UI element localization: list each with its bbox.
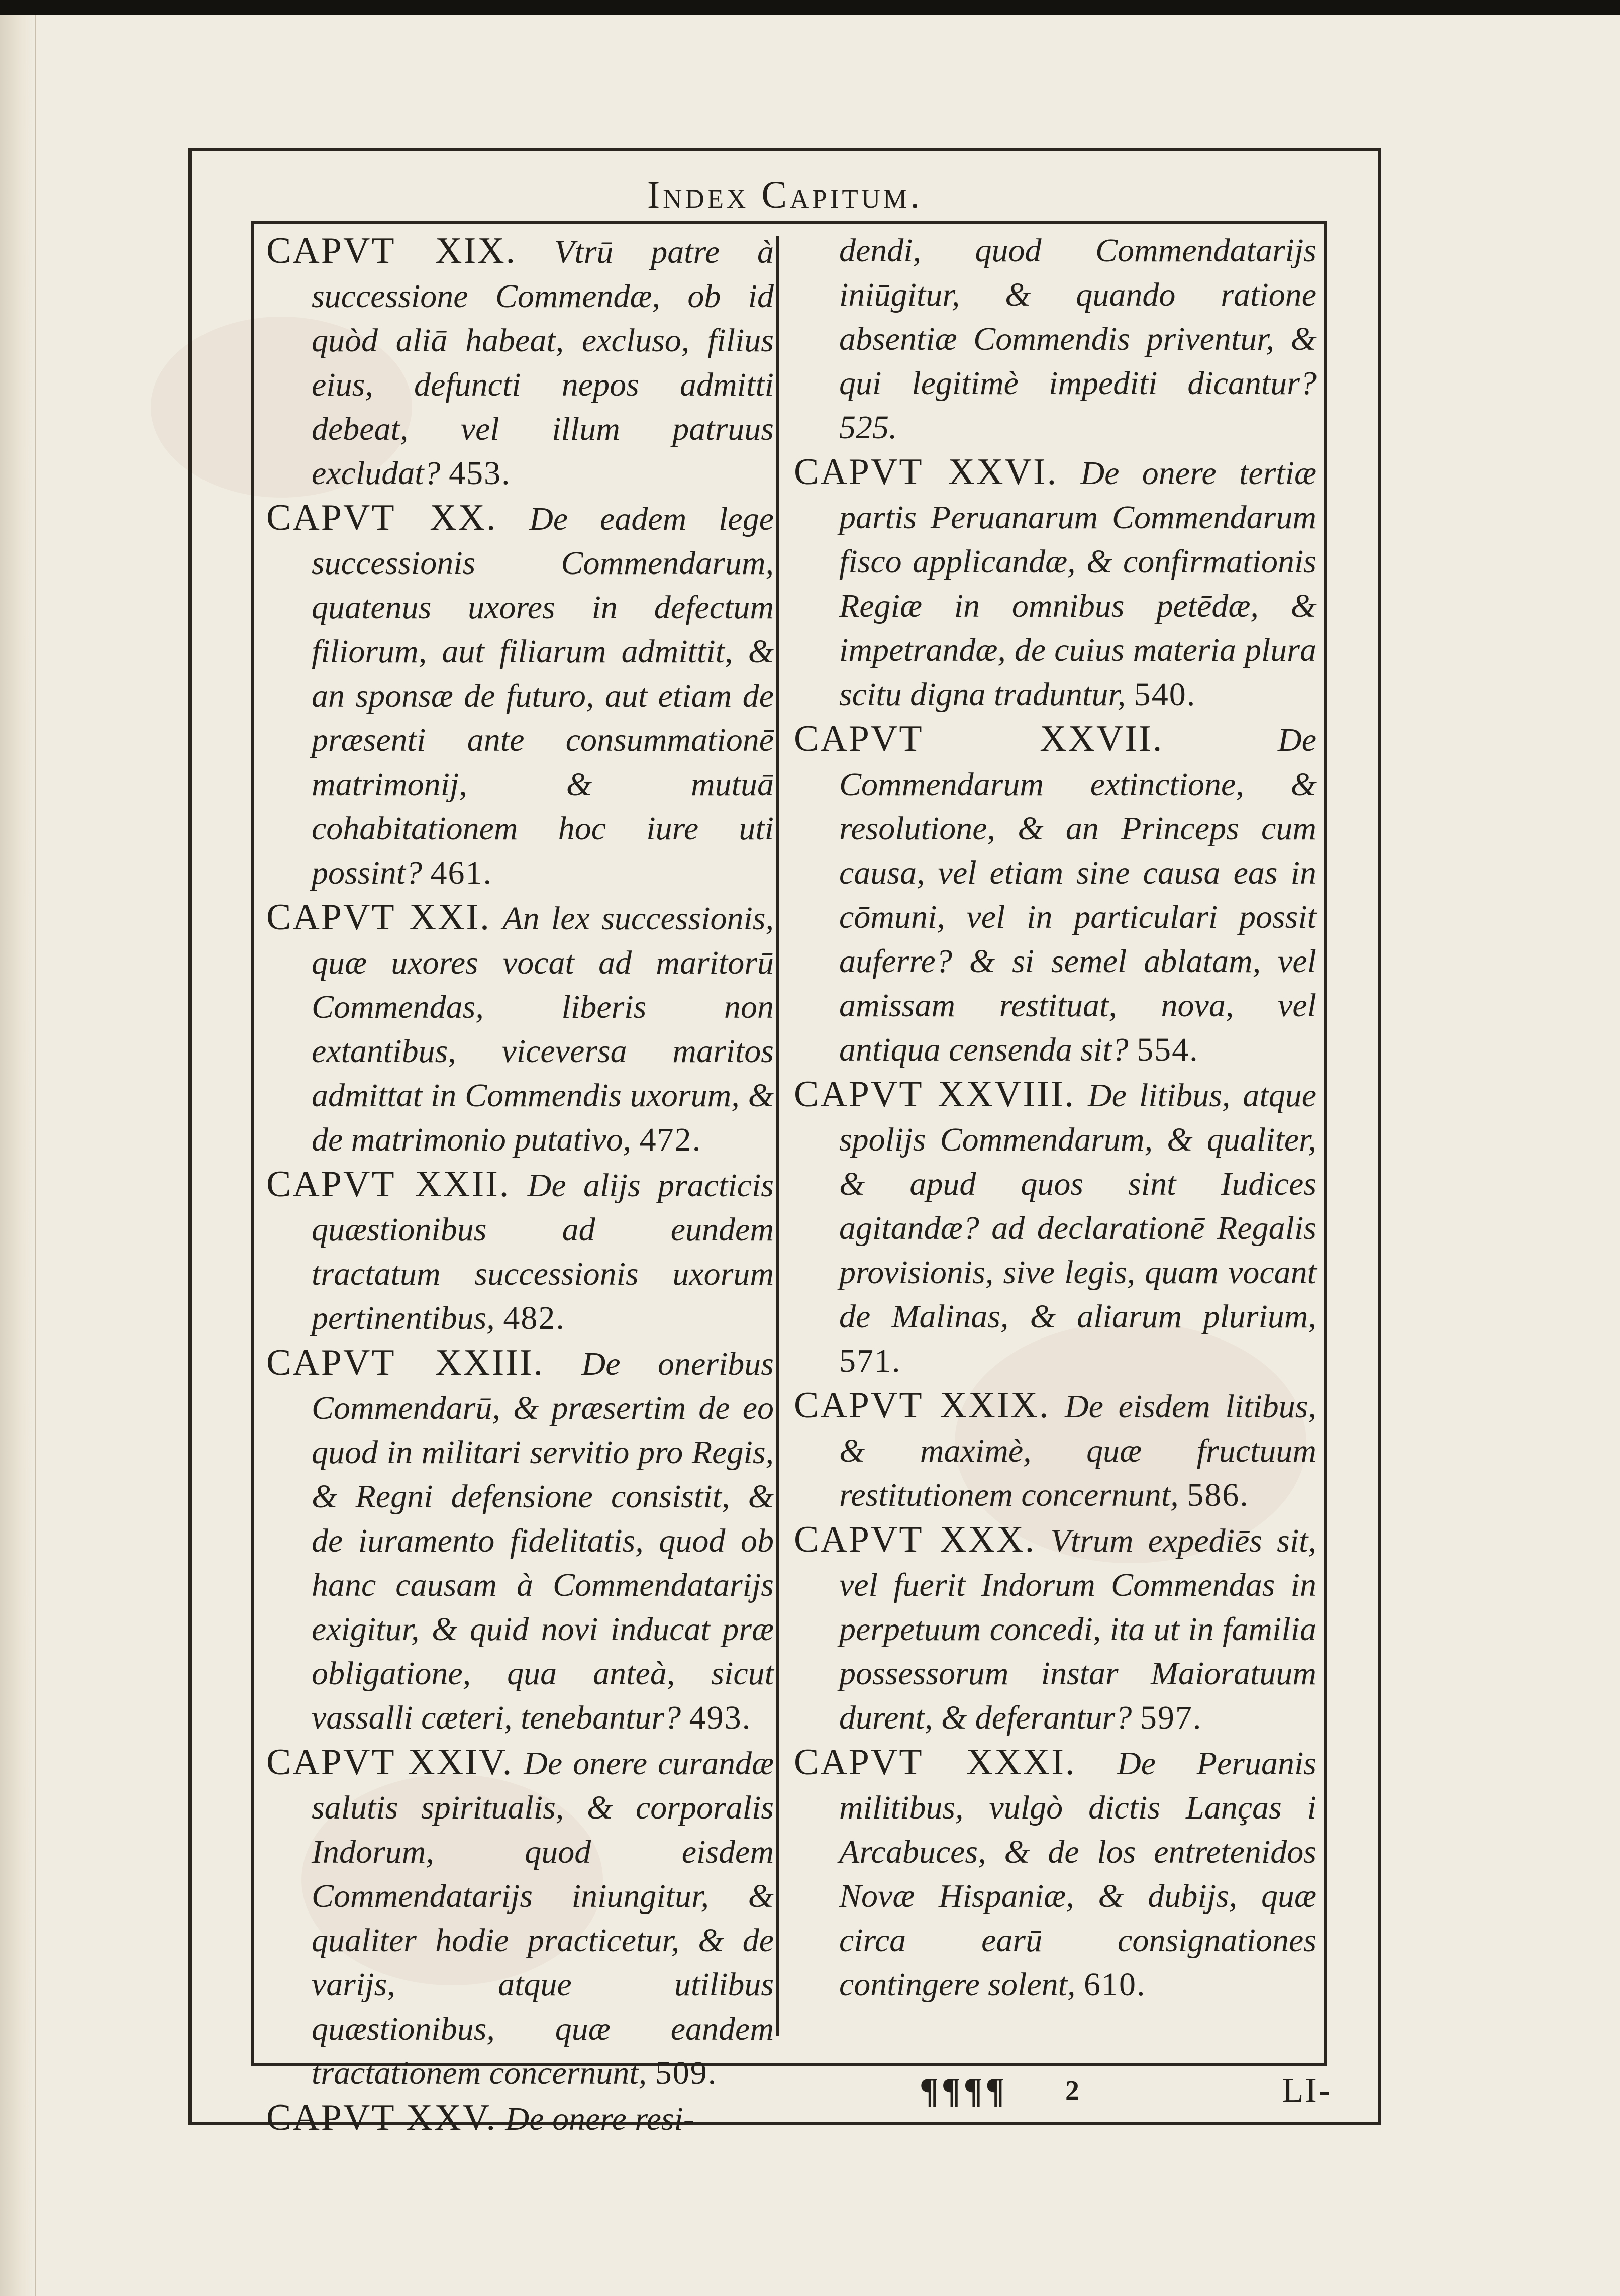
index-entry bbox=[266, 2095, 774, 2141]
page-reference: 461. bbox=[430, 854, 493, 891]
chapter-title: De onere resi- bbox=[505, 2100, 694, 2137]
page-reference: 586. bbox=[1187, 1477, 1249, 1513]
continued-entry-text: dendi, quod Commendatarijs iniūgitur, & quando ratione absentiæ Commendis priventur, & qui legitimè impediti dicantur? 525. bbox=[839, 232, 1317, 446]
index-entry bbox=[266, 1341, 774, 1740]
chapter-title: De Commendarum extinctione, & resolutione, & an Princeps cum causa, vel etiam sine causa eas in cōmuni, vel in particulari possit auferre? & si semel ablatam, vel amissam restituat, nova, vel antiqua censenda sit? bbox=[839, 722, 1317, 1068]
left-column bbox=[266, 229, 774, 2138]
chapter-heading: CAPVT XXX. bbox=[794, 1519, 1036, 1560]
chapter-heading: CAPVT XXVI. bbox=[794, 451, 1058, 493]
index-entry bbox=[266, 229, 774, 496]
index-entry bbox=[794, 717, 1317, 1072]
chapter-heading: CAPVT XXII. bbox=[266, 1164, 511, 1205]
catchword: LI- bbox=[1282, 2071, 1332, 2110]
page-gutter bbox=[0, 15, 36, 2296]
leaf-number: 2 bbox=[1065, 2075, 1079, 2107]
page-footer bbox=[904, 2071, 1332, 2116]
chapter-heading: CAPVT XXIV. bbox=[266, 1742, 514, 1783]
chapter-heading: CAPVT XXI. bbox=[266, 897, 491, 938]
chapter-title: De litibus, atque spolijs Commendarum, & qualiter, & apud quos sint Iudices agitandæ? ad declarationē Regalis provisionis, sive legis, quam vocant de Malinas, & aliarum plurium, bbox=[839, 1077, 1317, 1335]
chapter-title: De eisdem litibus, & maximè, quæ fructuum restitutionem concernunt, bbox=[839, 1388, 1317, 1513]
page-reference: 554. bbox=[1137, 1031, 1199, 1068]
chapter-title: De onere curandæ salutis spiritualis, & corporalis Indorum, quod eisdem Commendatarijs iniungitur, & qualiter hodie practicetur, & de varijs, atque utilibus quæstionibus, quæ eandem tractationem concernunt, bbox=[312, 1745, 774, 2091]
index-entry bbox=[266, 895, 774, 1162]
chapter-title: De eadem lege successionis Commendarum, quatenus uxores in defectum filiorum, aut filiarum admittit, & an sponsæ de futuro, aut etiam de præsenti ante consummationē matrimonij, & mutuā cohabitationem hoc iure uti possint? bbox=[312, 501, 774, 891]
chapter-heading: CAPVT XXIX. bbox=[794, 1385, 1050, 1426]
index-entry bbox=[794, 1740, 1317, 2007]
chapter-heading: CAPVT XXVIII. bbox=[794, 1074, 1075, 1115]
page-reference: 493. bbox=[689, 1699, 752, 1736]
page-reference: 453. bbox=[449, 455, 511, 492]
chapter-title: Vtrū patre à successione Commendæ, ob id quòd aliā habeat, excluso, filius eius, defuncti nepos admitti debeat, vel illum patruus excludat? bbox=[312, 234, 774, 492]
chapter-heading: CAPVT XIX. bbox=[266, 230, 517, 271]
right-column bbox=[794, 229, 1317, 2053]
index-entry bbox=[266, 1740, 774, 2095]
index-entry bbox=[794, 1383, 1317, 1517]
signature-mark: ¶¶¶¶ bbox=[920, 2071, 1008, 2110]
page-reference: 597. bbox=[1140, 1699, 1202, 1736]
chapter-title: Vtrum expediēs sit, vel fuerit Indorum Commendas in perpetuum concedi, ita ut in familia possessorum instar Maioratuum durent, & deferantur? bbox=[839, 1522, 1317, 1736]
column-divider bbox=[776, 236, 779, 2036]
chapter-title: An lex successionis, quæ uxores vocat ad maritorū Commendas, liberis non extantibus, viceversa maritos admittat in Commendis uxorum, & de matrimonio putativo, bbox=[312, 900, 774, 1158]
page-reference: 540. bbox=[1134, 676, 1196, 713]
chapter-heading: CAPVT XXXI. bbox=[794, 1742, 1076, 1783]
page-reference: 482. bbox=[503, 1300, 565, 1336]
index-entry bbox=[794, 1517, 1317, 1740]
page-reference: 571. bbox=[839, 1343, 901, 1379]
index-entry bbox=[266, 496, 774, 895]
index-entry bbox=[266, 1162, 774, 1341]
chapter-title: De oneribus Commendarū, & præsertim de eo quod in militari servitio pro Regis, & Regni defensione consistit, & de iuramento fidelitatis, quod ob hanc causam à Commendatarijs exigitur, & quid novi inducat præ obligatione, qua anteà, sicut vassalli cæteri, tenebantur? bbox=[312, 1346, 774, 1736]
index-entry bbox=[794, 1072, 1317, 1383]
chapter-heading: CAPVT XX. bbox=[266, 497, 497, 538]
chapter-heading: CAPVT XXVII. bbox=[794, 718, 1164, 759]
page-reference: 610. bbox=[1083, 1966, 1146, 2003]
index-entry bbox=[794, 450, 1317, 717]
chapter-heading: CAPVT XXV. bbox=[266, 2097, 497, 2138]
running-head: Index Capitum. bbox=[647, 174, 923, 216]
page-reference: 472. bbox=[639, 1121, 702, 1158]
chapter-title: De onere tertiæ partis Peruanarum Commendarum fisco applicandæ, & confirmationis Regiæ in omnibus petēdæ, & impetrandæ, de cuius materia plura scitu digna traduntur, bbox=[839, 455, 1317, 713]
page-reference: 509. bbox=[655, 2055, 718, 2091]
chapter-title: De Peruanis militibus, vulgò dictis Lanças i Arcabuces, & de los entretenidos Novæ Hispaniæ, & dubijs, quæ circa earū consignationes contingere solent, bbox=[839, 1745, 1317, 2003]
chapter-heading: CAPVT XXIII. bbox=[266, 1342, 545, 1383]
chapter-title: De alijs practicis quæstionibus ad eundem tractatum successionis uxorum pertinentibus, bbox=[312, 1167, 774, 1336]
